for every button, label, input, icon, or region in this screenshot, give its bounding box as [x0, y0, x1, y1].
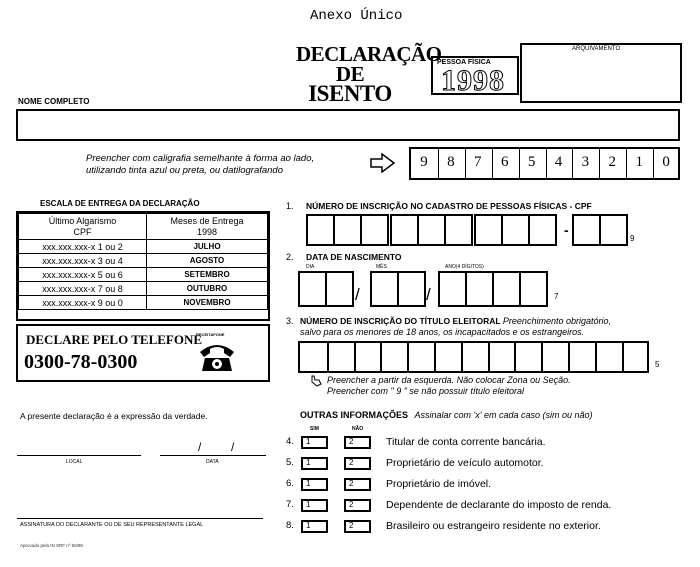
nao-code: 2: [349, 479, 354, 488]
digit-divider: [519, 149, 520, 178]
titulo-label-line: [300, 316, 611, 326]
cpf-dash: -: [564, 222, 569, 238]
titulo-note2: Preencher com " 9 " se não possuir título eleitoral: [327, 386, 524, 396]
escala-row: [19, 282, 268, 296]
escala-cpf-cell: xxx.xxx.xxx-x 9 ou 0: [19, 296, 147, 310]
nao-code: 2: [349, 521, 354, 530]
escala-cpf-cell: xxx.xxx.xxx-x 5 ou 6: [19, 268, 147, 282]
cpf-cell-divider: [360, 216, 362, 244]
outras-text: Brasileiro ou estrangeiro residente no exterior.: [386, 520, 601, 532]
cpf-num: 1.: [286, 201, 294, 211]
digit-sample: 0: [662, 154, 670, 170]
titulo-cell-divider: [622, 343, 624, 371]
digit-sample: 2: [608, 154, 617, 170]
titulo-cell-divider: [327, 343, 329, 371]
digit-divider: [492, 149, 493, 178]
data-slash-1: /: [198, 440, 202, 454]
cpf-cell-divider: [417, 216, 419, 244]
digit-sample: 9: [420, 154, 428, 170]
outras-num: 4.: [286, 436, 294, 447]
local-line[interactable]: [17, 455, 141, 456]
escala-header-cpf: [19, 214, 147, 240]
escala-col2-header-line2: 1998: [196, 226, 218, 237]
date-sep-2: /: [426, 285, 431, 304]
escala-mes-cell: NOVEMBRO: [147, 296, 268, 310]
titulo-cell-divider: [434, 343, 436, 371]
cpf-cell-divider: [333, 216, 335, 244]
outras-label: OUTRAS INFORMAÇÕES: [300, 410, 408, 420]
digit-sample: 7: [474, 154, 482, 170]
escala-cpf-cell: xxx.xxx.xxx-x 7 ou 8: [19, 282, 147, 296]
digit-sample: 1: [635, 154, 643, 170]
titulo-obrig: Preenchimento obrigatório,: [502, 316, 611, 326]
digit-divider: [572, 149, 573, 178]
sim-code: 1: [306, 458, 311, 467]
sim-code: 1: [306, 437, 311, 446]
digit-divider: [599, 149, 600, 178]
title-line2: DE: [335, 62, 365, 86]
hand-pointer-icon: [310, 375, 322, 387]
caligrafia-line2: utilizando tinta azul ou preta, ou datilografando: [86, 165, 283, 176]
form-title: [296, 42, 442, 106]
outras-num: 5.: [286, 457, 294, 468]
date-cell-divider: [397, 273, 399, 305]
sim-code: 1: [306, 500, 311, 509]
escala-cpf-cell: xxx.xxx.xxx-x 3 ou 4: [19, 254, 147, 268]
caligrafia-note: [86, 153, 314, 177]
digit-sample: 4: [554, 154, 563, 170]
data-slash-2: /: [231, 440, 235, 454]
digit-sample: 5: [527, 154, 536, 170]
titulo-label: NÚMERO DE INSCRIÇÃO DO TÍTULO ELEITORAL: [300, 316, 501, 326]
titulo-cell-divider: [595, 343, 597, 371]
telefone-number: 0300-78-0300: [24, 351, 138, 373]
titulo-cell-divider: [488, 343, 490, 371]
digit-divider: [626, 149, 627, 178]
sim-code: 1: [306, 479, 311, 488]
outras-hint: Assinalar com 'x' em cada caso (sim ou não): [414, 410, 593, 420]
titulo-notes: [327, 375, 571, 397]
nao-code: 2: [349, 500, 354, 509]
nao-label: NÃO: [352, 426, 364, 432]
caligrafia-line1: Preencher com caligrafia semelhante à forma ao lado,: [86, 153, 315, 164]
nascimento-check-digit: 7: [554, 292, 559, 301]
ano-label: ANO(4 DÍGITOS): [445, 264, 484, 270]
titulo-num: 3.: [286, 316, 294, 326]
escala-row: [19, 296, 268, 310]
titulo-cell-divider: [380, 343, 382, 371]
date-sep-1: /: [355, 285, 360, 304]
arrow-right-icon: [370, 153, 396, 173]
escala-mes-cell: SETEMBRO: [147, 268, 268, 282]
data-line[interactable]: [160, 455, 266, 456]
cpf-group[interactable]: [306, 214, 389, 246]
escala-row: [19, 254, 268, 268]
outras-num: 6.: [286, 478, 294, 489]
data-label: DATA: [206, 459, 219, 465]
titulo-check-digit: 5: [655, 360, 660, 369]
digit-divider: [465, 149, 466, 178]
sim-checkbox[interactable]: [301, 499, 328, 512]
titulo-note1: Preencher a partir da esquerda. Não colocar Zona ou Seção.: [327, 375, 571, 385]
escala-mes-cell: JULHO: [147, 240, 268, 254]
verdade-text: A presente declaração é a expressão da verdade.: [20, 411, 208, 421]
badge-label: PESSOA FÍSICA: [437, 59, 491, 66]
assinatura-line[interactable]: [17, 518, 263, 519]
badge-year: 1998: [441, 64, 505, 97]
footer-code: Aprovado pela IN SRF nº 50/98: [20, 543, 83, 548]
cpf-group[interactable]: [474, 214, 557, 246]
escala-table: [18, 213, 268, 310]
cpf-cell-divider: [501, 216, 503, 244]
nascimento-label: DATA DE NASCIMENTO: [306, 252, 402, 262]
nao-checkbox[interactable]: [344, 478, 371, 491]
date-cell-divider: [519, 273, 521, 305]
titulo-line2: salvo para os menores de 18 anos, os incapacitados e os estrangeiros.: [300, 327, 585, 337]
nome-field[interactable]: [16, 109, 680, 141]
nao-checkbox[interactable]: [344, 457, 371, 470]
escala-col2-header-line1: Meses de Entrega: [170, 215, 244, 226]
titulo-cell-divider: [407, 343, 409, 371]
receitafone-label: RECEITAFONE: [196, 332, 225, 337]
nao-checkbox[interactable]: [344, 520, 371, 533]
telephone-icon: [196, 336, 238, 374]
digit-divider: [546, 149, 547, 178]
anexo-title: Anexo Único: [310, 8, 403, 24]
telefone-box: [16, 324, 270, 382]
outras-num: 7.: [286, 499, 294, 510]
arquivamento-label: ARQUIVAMENTO: [572, 46, 621, 52]
titulo-cell-divider: [354, 343, 356, 371]
escala-title: ESCALA DE ENTREGA DA DECLARAÇÃO: [40, 199, 200, 208]
digit-divider: [438, 149, 439, 178]
escala-col1-header: Último Algarismo CPF: [48, 215, 117, 237]
local-label: LOCAL: [66, 459, 83, 465]
pessoa-fisica-badge: [431, 56, 519, 95]
outras-text: Dependente de declarante do imposto de renda.: [386, 499, 612, 511]
date-cell-divider: [325, 273, 327, 305]
outras-text: Proprietário de veículo automotor.: [386, 457, 544, 469]
nascimento-num: 2.: [286, 252, 294, 262]
escala-row: [19, 240, 268, 254]
digit-divider: [653, 149, 654, 178]
sim-label: SIM: [310, 426, 319, 432]
telefone-title: DECLARE PELO TELEFONE: [26, 332, 203, 347]
nao-checkbox[interactable]: [344, 499, 371, 512]
title-line1: DECLARAÇÃO: [296, 42, 442, 66]
escala-cpf-cell: xxx.xxx.xxx-x 1 ou 2: [19, 240, 147, 254]
title-line3: ISENTO: [308, 81, 392, 106]
outras-header: [300, 410, 593, 420]
titulo-cell-divider: [514, 343, 516, 371]
digit-sample: 8: [447, 154, 455, 170]
cpf-label: NÚMERO DE INSCRIÇÃO NO CADASTRO DE PESSOAS FÍSICAS - CPF: [306, 201, 592, 211]
dia-label: DIA: [306, 264, 315, 270]
sim-checkbox[interactable]: [301, 436, 328, 449]
nao-code: 2: [349, 437, 354, 446]
cpf-group[interactable]: [390, 214, 473, 246]
cpf-cell-divider: [528, 216, 530, 244]
escala-mes-cell: OUTUBRO: [147, 282, 268, 296]
mes-label: MÊS: [376, 264, 387, 270]
outras-text: Titular de conta corrente bancária.: [386, 436, 546, 448]
arquivamento-box: [520, 43, 682, 103]
sim-checkbox[interactable]: [301, 478, 328, 491]
titulo-cell-divider: [541, 343, 543, 371]
titulo-cell-divider: [461, 343, 463, 371]
escala-row: [19, 268, 268, 282]
escala-rows: [19, 240, 268, 310]
digit-sample: 3: [581, 154, 590, 170]
cpf-cell-divider: [599, 216, 601, 244]
outras-num: 8.: [286, 520, 294, 531]
cpf-check-digit: 9: [630, 234, 635, 243]
date-cell-divider: [465, 273, 467, 305]
nao-code: 2: [349, 458, 354, 467]
sim-code: 1: [306, 521, 311, 530]
escala-header-meses: [147, 214, 268, 240]
digit-sample: 6: [500, 154, 509, 170]
date-cell-divider: [492, 273, 494, 305]
outras-text: Proprietário de imóvel.: [386, 478, 492, 490]
escala-mes-cell: AGOSTO: [147, 254, 268, 268]
nome-label: NOME COMPLETO: [18, 97, 90, 106]
assinatura-label: ASSINATURA DO DECLARANTE OU DE SEU REPRESENTANTE LEGAL: [20, 522, 204, 528]
nao-checkbox[interactable]: [344, 436, 371, 449]
cpf-cell-divider: [444, 216, 446, 244]
sim-checkbox[interactable]: [301, 520, 328, 533]
sim-checkbox[interactable]: [301, 457, 328, 470]
titulo-cell-divider: [568, 343, 570, 371]
